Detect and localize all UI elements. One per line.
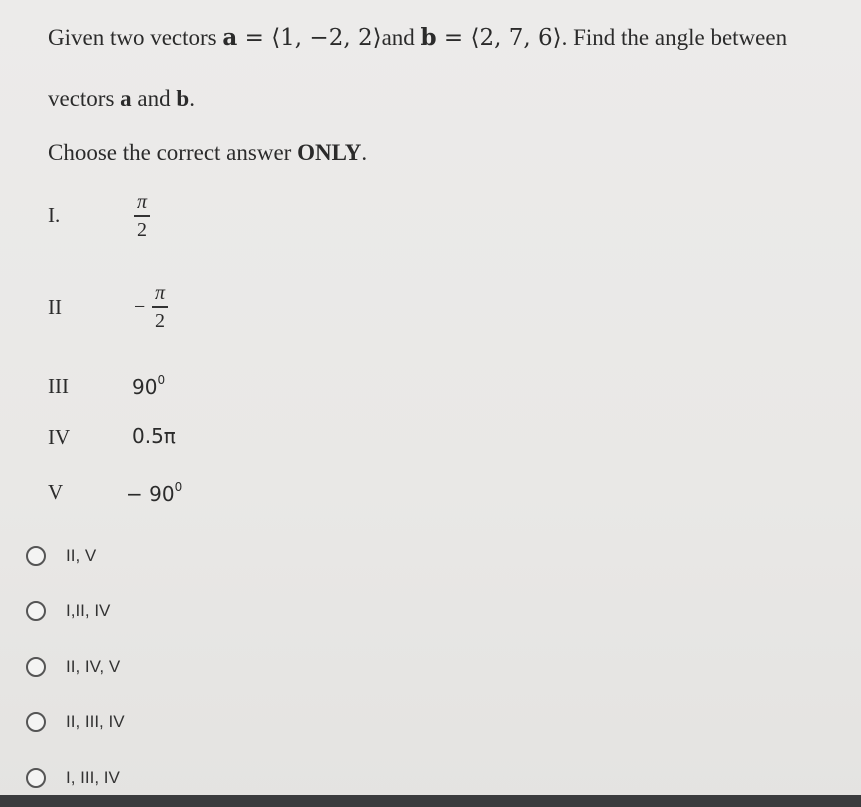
option-label: I,II, IV [66,601,111,620]
question-line-2 [48,86,195,112]
radio-button[interactable] [26,546,46,566]
option-label: II, IV, V [66,657,121,676]
vector-a-ref: a [120,86,132,111]
fraction-bar [134,215,150,217]
option-label: I, III, IV [66,768,120,787]
radio-button[interactable] [26,601,46,621]
instruction-emphasis: ONLY [297,140,362,165]
answer-option-1[interactable] [26,542,96,570]
statement-value-1 [134,192,150,241]
vector-a-definition: = ⟨1, −2, 2⟩ [237,25,382,51]
vector-b-definition: = ⟨2, 7, 6⟩ [436,25,562,51]
vector-b-ref: b [176,86,190,111]
vector-b-name: b [420,24,437,51]
fraction-numerator: π [137,191,148,213]
statement-value-4: 0.5π [132,424,176,448]
radio-button[interactable] [26,657,46,677]
question-suffix: . Find the angle between [561,25,788,50]
statement-value-5 [126,480,182,506]
question-prefix: Given two vectors [48,25,223,50]
instruction-suffix: . [361,140,368,165]
statement-numeral-1: I. [48,203,61,227]
radio-button[interactable] [26,712,46,732]
statement-numeral-3: III [48,374,69,398]
fraction-bar [152,306,168,308]
radio-button[interactable] [26,768,46,788]
degree-value: 90 [132,375,158,399]
degree-value: − 90 [126,482,175,506]
option-label: II, V [66,546,97,565]
question-line-1 [48,24,787,51]
question-and: and [131,86,177,111]
screen-bottom-edge [0,795,861,807]
degree-superscript: 0 [174,480,183,494]
fraction-numerator: π [155,282,166,304]
statement-numeral-4: IV [48,425,71,449]
instruction-line [48,140,367,166]
question-period: . [189,86,195,111]
degree-superscript: 0 [157,373,166,387]
answer-option-4[interactable] [26,708,125,736]
statement-value-3 [132,373,165,399]
option-label: II, III, IV [66,712,125,731]
and-text: and [381,25,421,50]
minus-sign: − [134,296,146,318]
question-line2-prefix: vectors [48,86,121,111]
instruction-prefix: Choose the correct answer [48,140,298,165]
answer-option-3[interactable] [26,653,120,681]
vector-a-name: a [222,24,238,51]
answer-option-2[interactable] [26,597,110,625]
statement-value-2 [152,283,168,332]
answer-option-5[interactable] [26,764,120,792]
fraction-denominator: 2 [155,309,166,332]
statement-numeral-2: II [48,295,62,319]
fraction-denominator: 2 [137,218,148,241]
statement-numeral-5: V [48,480,64,504]
